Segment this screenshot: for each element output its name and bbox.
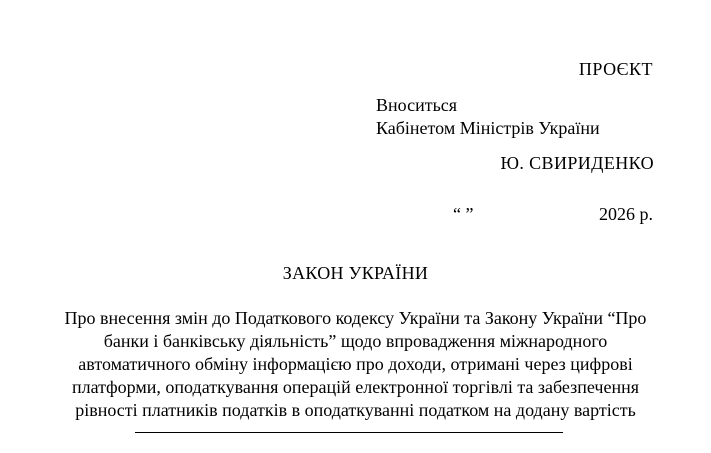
law-subject: [30, 307, 681, 422]
law-subject-line: рівності платників податків в оподаткуванні податком на додану вартість: [75, 400, 636, 420]
date-year: 2026 р.: [599, 204, 653, 224]
date-quotes: “ ”: [453, 204, 474, 224]
law-subject-line: автоматичного обміну інформацією про доходи, отримані через цифрові: [78, 354, 633, 374]
project-label: ПРОЄКТ: [578, 59, 653, 79]
law-subject-line: банки і банківську діяльність” щодо впровадження міжнародного: [103, 331, 608, 351]
separator-line: [135, 432, 563, 433]
submitted-by-authority: Кабінетом Міністрів України: [376, 118, 600, 138]
signatory-name: Ю. СВИРИДЕНКО: [500, 153, 654, 173]
law-subject-line: Про внесення змін до Податкового кодексу України та Закону України “Про: [64, 308, 647, 328]
submitted-by-block: [376, 94, 600, 140]
law-title: ЗАКОН УКРАЇНИ: [282, 263, 429, 283]
submitted-by-line: Вноситься: [376, 95, 458, 115]
date-line: [453, 203, 653, 225]
law-subject-line: платформи, оподаткування операцій електронної торгівлі та забезпечення: [72, 377, 639, 397]
